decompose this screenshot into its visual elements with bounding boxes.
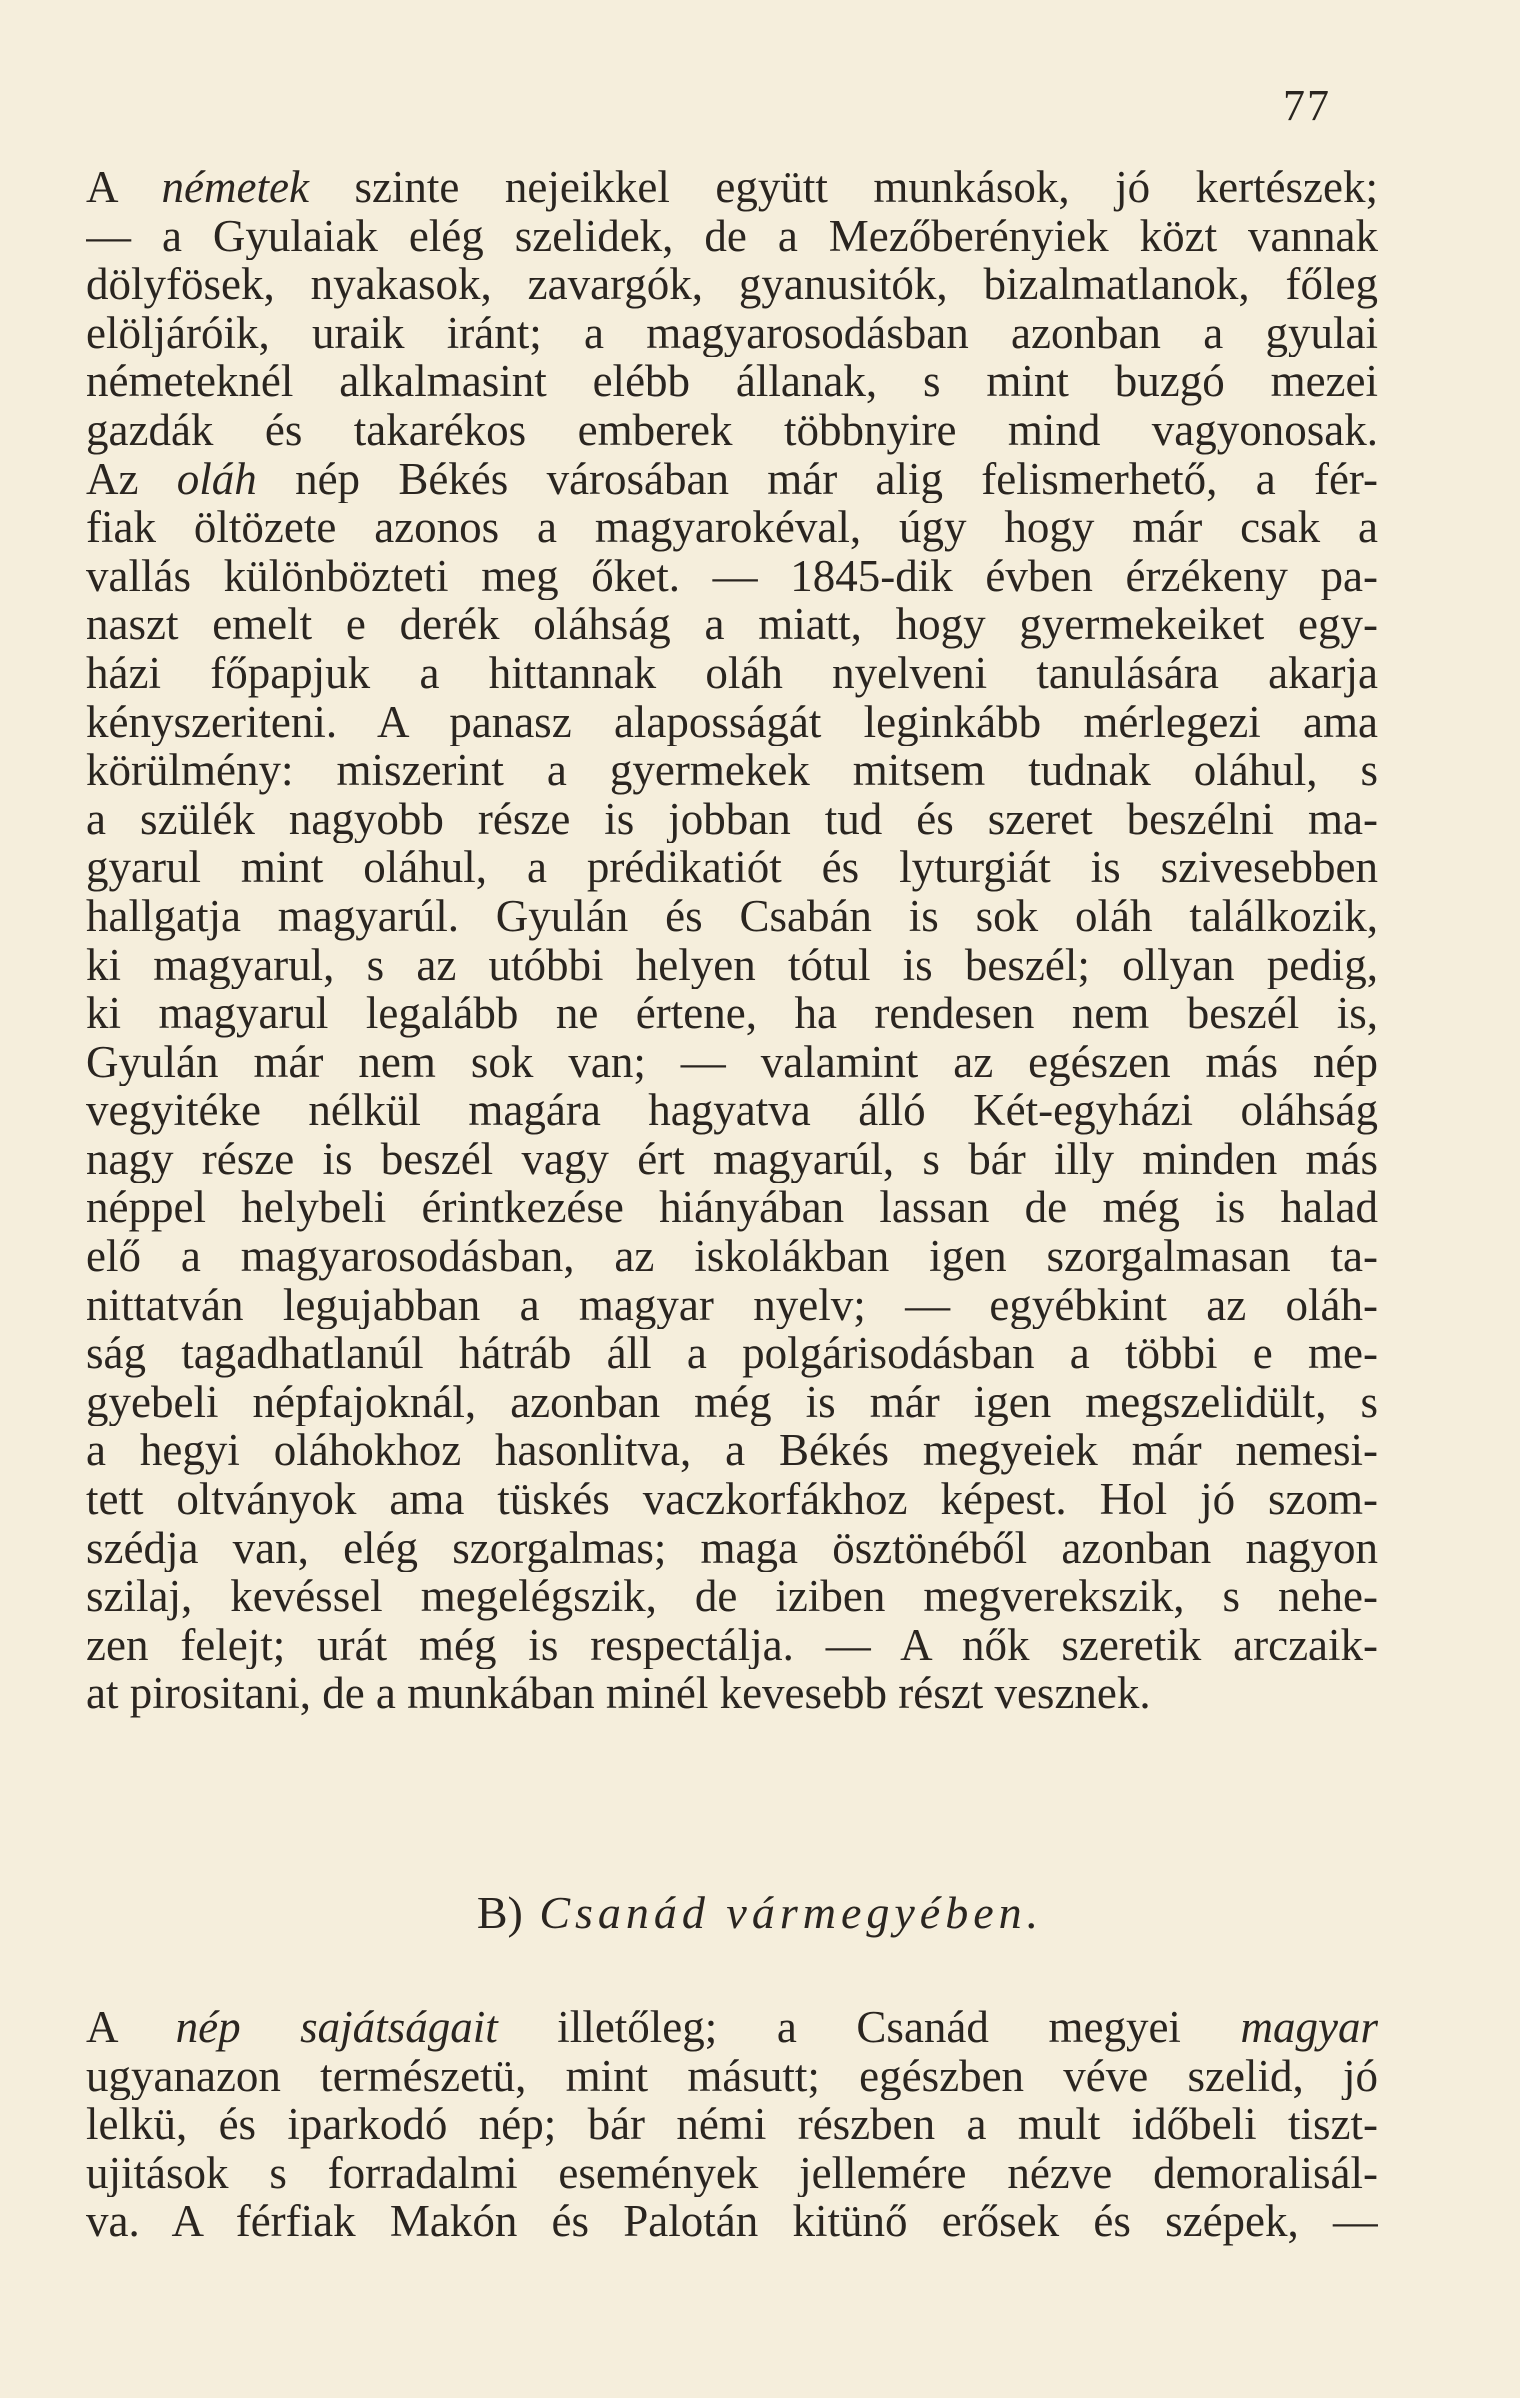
text-line: a hegyi oláhokhoz hasonlitva, a Békés megyeiek már nemesi- bbox=[86, 1426, 1378, 1476]
text-line: ujitások s forradalmi események jellemére nézve demoralisál- bbox=[86, 2148, 1378, 2198]
text-line: gazdák és takarékos emberek többnyire mind vagyonosak. bbox=[86, 405, 1378, 455]
text-line: A nép sajátságait illetőleg; a Csanád megyei magyar bbox=[86, 2003, 1378, 2052]
italic-term: oláh bbox=[176, 454, 257, 504]
text-line: a szülék nagyobb része is jobban tud és szeret beszélni ma- bbox=[86, 794, 1378, 844]
section-heading-prefix: B) bbox=[476, 1887, 523, 1938]
text-line: A németek szinte nejeikkel együtt munkások, jó kertészek; bbox=[86, 163, 1378, 212]
text-line: ki magyarul legalább ne értene, ha rendesen nem beszél is, bbox=[86, 989, 1378, 1038]
text-line: lelkü, és iparkodó nép; bár némi részben a mult időbeli tiszt- bbox=[86, 2100, 1378, 2149]
text-line: hallgatja magyarúl. Gyulán és Csabán is sok oláh találkozik, bbox=[86, 891, 1378, 941]
text-line: körülmény: miszerint a gyermekek mitsem tudnak oláhul, s bbox=[86, 746, 1378, 795]
text-line: Gyulán már nem sok van; — valamint az egészen más nép bbox=[86, 1037, 1378, 1087]
text-line: ság tagadhatlanúl hátráb áll a polgárisodásban a többi e me- bbox=[86, 1329, 1378, 1378]
text-line: néppel helybeli érintkezése hiányában lassan de még is halad bbox=[86, 1183, 1378, 1233]
page-number: 77 bbox=[1283, 81, 1331, 130]
text-line: — a Gyulaiak elég szelidek, de a Mezőberényiek közt vannak bbox=[86, 211, 1378, 261]
text-line: vegyitéke nélkül magára hagyatva álló Két-egyházi oláhság bbox=[86, 1086, 1378, 1135]
text-line: fiak öltözete azonos a magyarokéval, úgy hogy már csak a bbox=[86, 503, 1378, 552]
text-line: naszt emelt e derék oláhság a miatt, hogy gyermekeiket egy- bbox=[86, 600, 1378, 649]
italic-term: magyar bbox=[1240, 2003, 1378, 2052]
text-line: elő a magyarosodásban, az iskolákban igen szorgalmasan ta- bbox=[86, 1232, 1378, 1281]
text-line: kényszeriteni. A panasz alaposságát leginkább mérlegezi ama bbox=[86, 697, 1378, 747]
text-line: ugyanazon természetü, mint másutt; egészben véve szelid, jó bbox=[86, 2051, 1378, 2101]
text-line: elöljáróik, uraik iránt; a magyarosodásban azonban a gyulai bbox=[86, 308, 1378, 358]
text-line: gyarul mint oláhul, a prédikatiót és lyturgiát is szivesebben bbox=[86, 843, 1378, 892]
text-line: tett oltványok ama tüskés vaczkorfákhoz képest. Hol jó szom- bbox=[86, 1475, 1378, 1524]
text-line: va. A férfiak Makón és Palotán kitünő erősek és szépek, — bbox=[86, 2197, 1378, 2246]
text-line: dölyfösek, nyakasok, zavargók, gyanusitók, bizalmatlanok, főleg bbox=[86, 260, 1378, 309]
text-line: vallás különbözteti meg őket. — 1845-dik évben érzékeny pa- bbox=[86, 551, 1378, 601]
text-line: at pirositani, de a munkában minél kevesebb részt vesznek. bbox=[86, 1669, 1151, 1718]
text-line: szilaj, kevéssel megelégszik, de iziben megverekszik, s nehe- bbox=[86, 1572, 1378, 1621]
text-line: zen felejt; urát még is respectálja. — A nők szeretik arczaik- bbox=[86, 1620, 1378, 1670]
text-line: nittatván legujabban a magyar nyelv; — egyébkint az oláh- bbox=[86, 1280, 1378, 1330]
italic-term: nép sajátságait bbox=[175, 2003, 498, 2052]
italic-term: németek bbox=[161, 163, 309, 212]
text-line: Az oláh nép Békés városában már alig felismerhető, a fér- bbox=[86, 454, 1378, 504]
section-heading-title: Csanád vármegyében. bbox=[539, 1887, 1044, 1938]
section-b-text bbox=[86, 2003, 1378, 2246]
section-heading bbox=[0, 1886, 1520, 1939]
text-line: nagy része is beszél vagy ért magyarúl, s bár illy minden más bbox=[86, 1134, 1378, 1184]
text-line: németeknél alkalmasint elébb állanak, s mint buzgó mezei bbox=[86, 357, 1378, 406]
section-a-text bbox=[86, 163, 1378, 1718]
text-line: szédja van, elég szorgalmas; maga ösztönéből azonban nagyon bbox=[86, 1523, 1378, 1573]
text-line: ki magyarul, s az utóbbi helyen tótul is beszél; ollyan pedig, bbox=[86, 940, 1378, 990]
text-line: gyebeli népfajoknál, azonban még is már igen megszelidült, s bbox=[86, 1377, 1378, 1427]
text-line: házi főpapjuk a hittannak oláh nyelveni tanulására akarja bbox=[86, 648, 1378, 698]
